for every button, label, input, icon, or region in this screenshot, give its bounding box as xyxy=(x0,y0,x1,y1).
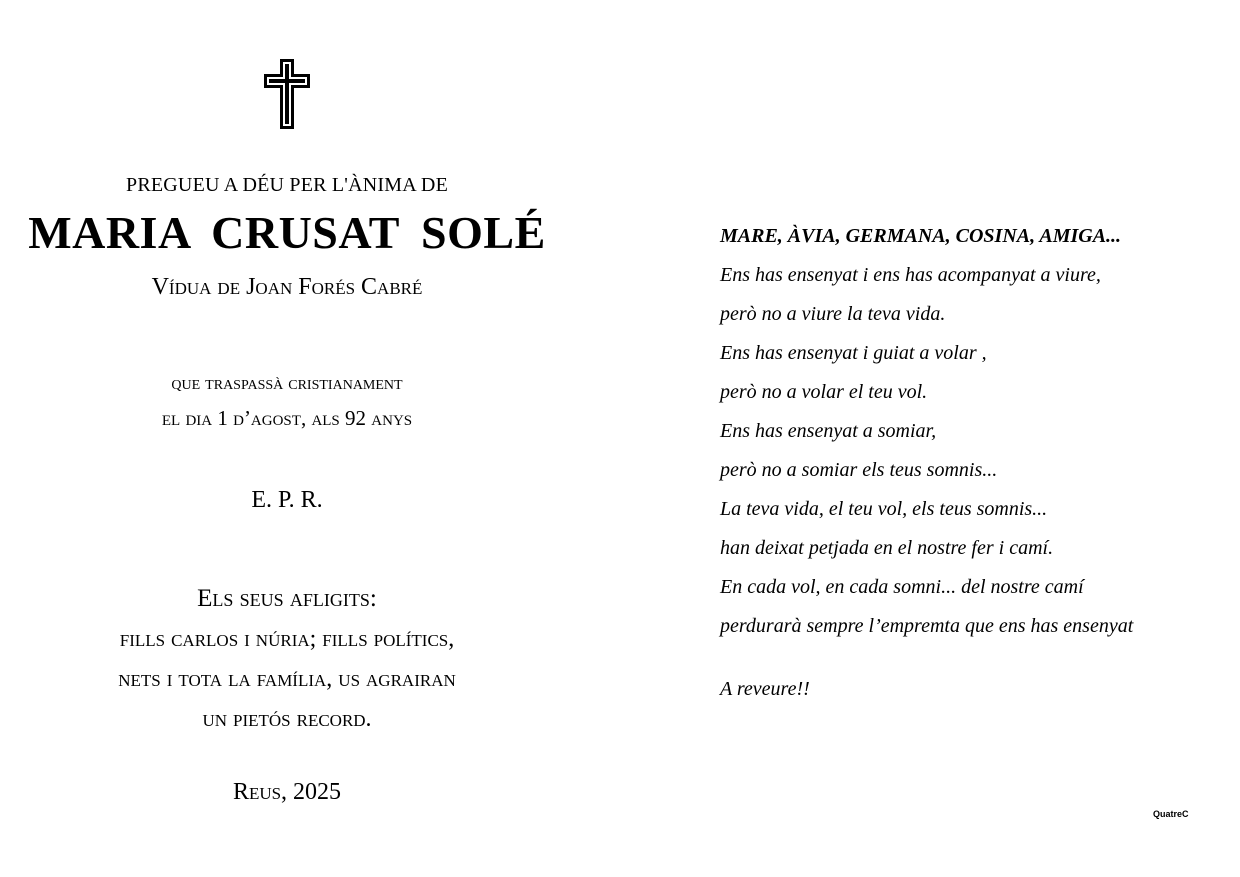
latin-cross-icon xyxy=(263,58,311,130)
poem-line: La teva vida, el teu vol, els teus somnis... xyxy=(720,498,1048,520)
prayer-line: PREGUEU A DÉU PER L'ÀNIMA DE xyxy=(126,174,448,196)
poem-line: En cada vol, en cada somni... del nostre camí xyxy=(720,576,1084,598)
mourners-line-2: nets i tota la família, us agrairan xyxy=(118,666,456,692)
passed-away-line-2: el dia 1 d’agost, als 92 anys xyxy=(161,406,413,430)
farewell-line: A reveure!! xyxy=(720,678,810,700)
poem-line: però no a viure la teva vida. xyxy=(720,303,946,325)
mourners-title: Els seus afligits: xyxy=(197,585,377,612)
poem xyxy=(720,222,1200,651)
printer-credit: QuatreC xyxy=(1153,809,1189,819)
widow-of-line: Vídua de Joan Forés Cabré xyxy=(151,274,423,300)
poem-line: però no a volar el teu vol. xyxy=(720,381,928,403)
poem-line: Ens has ensenyat a somiar, xyxy=(720,420,937,442)
deceased-name: MARIA CRUSAT SOLÉ xyxy=(28,207,546,258)
epr-line: E. P. R. xyxy=(251,487,323,513)
place-year: Reus, 2025 xyxy=(232,779,342,805)
poem-line: han deixat petjada en el nostre fer i camí. xyxy=(720,537,1054,559)
left-panel xyxy=(0,0,574,877)
poem-line: però no a somiar els teus somnis... xyxy=(720,459,998,481)
mourners-line-1: fills carlos i núria; fills polítics, xyxy=(119,626,455,652)
passed-away-line-1: que traspassà cristianament xyxy=(171,372,403,394)
poem-line: perdurarà sempre l’empremta que ens has ensenyat xyxy=(720,615,1134,637)
poem-line: Ens has ensenyat i ens has acompanyat a viure, xyxy=(720,264,1101,286)
poem-line: Ens has ensenyat i guiat a volar , xyxy=(720,342,987,364)
poem-heading: MARE, ÀVIA, GERMANA, COSINA, AMIGA... xyxy=(720,225,1122,247)
mourners-line-3: un pietós record. xyxy=(202,706,372,732)
